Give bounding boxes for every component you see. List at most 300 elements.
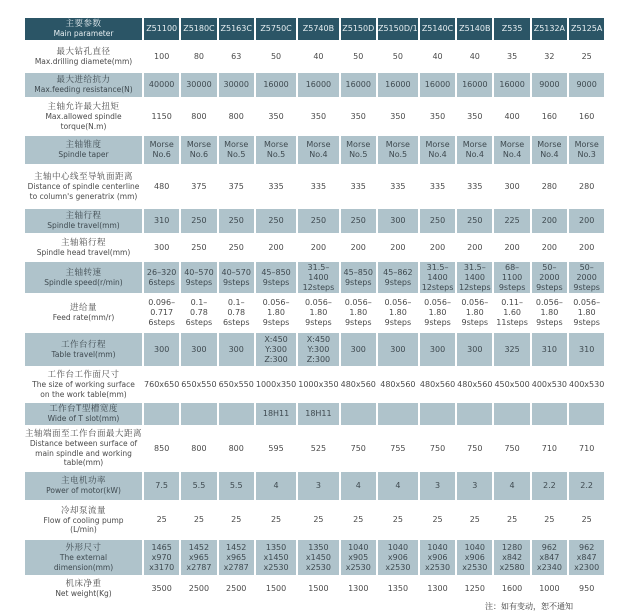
value-text: X:450 [306,334,331,344]
value-text: 25 [581,515,592,524]
model-header-cell: Z5140C [420,18,455,40]
value-text: x2530 [462,562,488,572]
value-cell [144,209,179,233]
table-row [25,136,604,164]
value-cell [298,294,338,332]
value-text: 325 [504,344,520,354]
value-text: 200 [541,242,558,252]
value-cell [181,472,216,500]
value-cell [569,333,604,366]
value-text: 300 [390,216,406,225]
value-cell [256,333,296,366]
value-text: 45–862 [383,267,413,277]
value-cell [420,294,455,332]
value-text: 1000 [539,584,560,593]
value-text: 650x550 [181,379,217,389]
value-text: 9000 [539,80,560,89]
row-label-cell [25,472,142,500]
value-cell [341,98,376,135]
value-cell [144,333,179,366]
value-text: 0.056– [535,298,563,307]
value-text: 31.5– [426,262,449,272]
value-text: 480x560 [340,379,376,389]
value-text: 300 [228,344,244,354]
table-row [25,165,604,208]
value-text: 9steps [185,277,213,287]
row-label-en: to column's generatrix (mm) [29,191,138,201]
value-text: No.5 [266,150,286,159]
value-text: x2530 [305,562,331,572]
value-text: Morse [149,140,174,149]
value-cell [219,136,254,164]
value-cell [420,209,455,233]
value-text: 1040 [348,542,369,552]
model-header-cell: Z5150D [341,18,376,40]
value-text: 6steps [148,318,175,327]
value-text: 50 [353,51,364,61]
value-cell [420,234,455,261]
row-label-cell [25,540,142,575]
value-text: 40–570 [221,267,251,277]
value-cell [378,294,418,332]
row-label-en: main spindle and working [35,448,132,458]
header-label-zh: 主要参数 [65,19,102,30]
value-cell [532,333,567,366]
value-text: x965 [226,552,247,562]
value-text: 300 [504,181,520,191]
value-text: x842 [502,552,523,562]
row-label-en: Table travel(mm) [51,349,116,359]
value-cell [256,209,296,233]
value-cell [256,136,296,164]
value-cell [181,262,216,293]
value-cell [298,136,338,164]
value-text: 0.78 [190,308,208,317]
value-text: 31.5– [463,262,486,272]
value-cell [494,472,529,500]
value-text: Morse [537,140,562,149]
value-cell [378,472,418,500]
value-text: x847 [539,552,560,562]
value-text: 1350 [265,542,287,552]
value-text: 950 [579,584,595,593]
row-label-cell [25,262,142,293]
value-cell [494,367,529,402]
value-cell [569,294,604,332]
value-cell [144,294,179,332]
value-cell [420,333,455,366]
row-label-zh: 进给量 [70,303,98,314]
value-text: 0.11– [501,298,523,307]
value-cell [219,294,254,332]
value-text: 750 [350,443,366,453]
value-text: No.4 [540,150,559,159]
value-cell [341,294,376,332]
value-text: 1.80 [388,308,407,317]
value-text: 280 [541,181,558,191]
value-text: Z:300 [264,354,288,364]
value-text: 9steps [536,318,563,327]
value-text: Y:300 [307,344,330,354]
value-text: 1452 [226,542,247,552]
row-label-zh: 主轴行程 [65,211,102,222]
value-text: 1400 [427,272,448,282]
value-text: Y:300 [265,344,287,354]
value-text: 25 [507,515,518,524]
value-text: 250 [350,216,366,225]
value-text: 16000 [462,80,488,89]
table-row [25,426,604,471]
value-text: 68– [505,262,520,272]
value-text: 25 [270,515,282,524]
value-text: x970 [151,552,172,562]
value-cell [256,426,296,471]
value-cell [144,403,179,425]
value-cell [457,501,492,539]
value-text: 40 [469,51,480,61]
row-label-en: Flow of cooling pump [43,515,124,525]
value-text: x2340 [536,562,562,572]
value-cell [494,403,529,425]
table-row [25,41,604,72]
value-text: 200 [390,242,406,252]
row-label-en: Max.feeding resistance(N) [34,85,133,95]
value-text: 50– [579,262,594,272]
value-text: 0.056– [344,298,372,307]
row-label-en: Max.drilling diamete(mm) [34,56,133,66]
value-text: 5.5 [192,481,206,490]
row-label-zh: 机床净重 [65,579,102,590]
value-text: 335 [350,181,366,191]
value-text: Morse [385,140,410,149]
value-text: 310 [154,216,170,225]
value-text: No.3 [577,150,596,159]
row-label-zh: 外形尺寸 [65,543,102,553]
value-cell [219,41,254,72]
value-text: 3 [434,481,441,490]
value-text: 9steps [305,318,332,327]
value-cell [378,333,418,366]
value-cell [181,576,216,602]
value-text: 650x550 [218,379,254,389]
value-text: 1350 [387,584,409,593]
row-label-zh: 工作台工作面尺寸 [47,370,120,380]
row-label-cell [25,98,142,135]
value-cell [181,367,216,402]
value-cell [569,209,604,233]
value-cell [532,262,567,293]
value-text: x2787 [186,562,212,572]
value-text: 300 [429,344,446,354]
header-label-en: Main parameter [53,29,114,39]
value-text: 6steps [222,318,250,327]
value-cell [378,576,418,602]
model-header-cell: Z5132A [532,18,567,40]
value-text: x2300 [574,562,600,572]
value-text: 1280 [501,542,523,552]
table-row [25,367,604,402]
value-cell [298,367,338,402]
value-cell [532,540,567,575]
value-text: 16000 [499,80,525,89]
value-text: 1100 [501,272,523,282]
row-label-cell [25,41,142,72]
value-cell [181,294,216,332]
value-text: 25 [353,515,364,524]
value-cell [457,576,492,602]
value-text: 1040 [464,542,485,552]
value-text: 335 [310,181,327,191]
value-text: 25 [231,515,242,524]
value-text: 18H11 [262,409,290,418]
value-text: 1.80 [540,308,559,317]
model-header-cell: Z5163C [219,18,254,40]
value-text: 16000 [385,80,411,89]
value-text: 0.717 [150,308,174,317]
value-cell [420,136,455,164]
value-text: Z:300 [306,354,331,364]
value-text: 16000 [263,80,289,89]
value-text: 200 [504,242,520,252]
value-text: 300 [390,344,406,354]
value-text: 525 [310,443,327,453]
value-text: 25 [392,515,403,524]
value-text: 31.5– [307,262,330,272]
value-cell [532,367,567,402]
value-text: 750 [429,443,446,453]
value-text: 0.096– [148,298,176,307]
value-cell [378,209,418,233]
table-row [25,403,604,425]
value-cell [341,165,376,208]
value-text: 1500 [308,584,329,593]
value-text: 200 [310,242,327,252]
value-text: 50 [392,51,403,61]
value-text: 300 [350,344,366,354]
value-cell [341,576,376,602]
value-text: 1.80 [428,308,447,317]
value-text: Morse [462,140,487,149]
value-text: 12steps [421,282,454,292]
row-label-en: Max.allowed spindle [45,112,122,121]
value-cell [298,403,338,425]
value-text: 6steps [185,318,213,327]
value-text: 9steps [536,282,563,292]
value-cell [378,262,418,293]
value-text: 800 [191,111,207,121]
value-cell [378,98,418,135]
model-header-cell: Z5740B [298,18,338,40]
value-text: 30000 [223,80,249,89]
value-text: No.5 [227,150,246,159]
value-text: No.6 [189,150,209,159]
value-cell [569,472,604,500]
value-text: 200 [350,242,366,252]
value-cell [298,73,338,97]
value-cell [569,426,604,471]
value-cell [569,576,604,602]
value-text: 25 [432,515,443,524]
row-label-cell [25,426,142,471]
value-cell [144,136,179,164]
value-cell [256,73,296,97]
value-cell [420,576,455,602]
value-text: 250 [429,216,446,225]
value-text: x905 [348,552,369,562]
value-cell [532,165,567,208]
value-text: 335 [390,181,406,191]
value-cell [256,262,296,293]
table-row [25,234,604,261]
value-cell [181,501,216,539]
row-label-en: Spindle head travel(mm) [36,247,131,257]
value-cell [457,73,492,97]
value-text: 45–850 [343,267,373,277]
value-cell [341,333,376,366]
value-cell [569,403,604,425]
value-text: 1040 [427,542,448,552]
value-cell [298,333,338,366]
value-text: 200 [579,216,595,225]
value-cell [494,540,529,575]
value-cell [341,234,376,261]
value-text: 0.78 [227,308,246,317]
table-row [25,540,604,575]
model-header-cell: Z5140B [457,18,492,40]
row-label-zh: 主轴中心线至导轨面距离 [34,172,134,182]
value-cell [181,333,216,366]
value-text: x1450 [263,552,289,562]
value-text: 9steps [498,282,526,292]
value-text: No.4 [465,150,484,159]
value-cell [144,41,179,72]
footnote: 注：如有变动，恕不通知 [485,602,573,611]
value-cell [378,403,418,425]
value-cell [420,98,455,135]
model-header-cell: Z51100 [144,18,179,40]
value-cell [494,41,529,72]
row-label-zh: 主轴允许最大扭矩 [47,102,120,112]
value-cell [532,472,567,500]
value-text: 40 [313,51,324,61]
value-cell [144,367,179,402]
value-text: 12steps [302,282,335,292]
value-cell [532,294,567,332]
value-text: 9steps [424,318,451,327]
value-text: x2787 [223,562,249,572]
value-cell [378,234,418,261]
value-cell [181,41,216,72]
value-cell [256,540,296,575]
value-cell [256,165,296,208]
value-cell [181,136,216,164]
value-text: 1300 [427,584,448,593]
value-text: 0.056– [304,298,332,307]
value-cell [494,501,529,539]
value-text: 0.056– [384,298,412,307]
row-label-cell [25,73,142,97]
header-row [25,18,604,40]
value-text: 0.056– [424,298,451,307]
value-cell [569,234,604,261]
value-cell [420,367,455,402]
value-text: 480 [154,181,170,191]
value-cell [532,576,567,602]
value-cell [298,501,338,539]
table-row [25,73,604,97]
value-text: 40 [432,51,443,61]
value-text: 710 [579,443,595,453]
value-text: 3500 [151,584,172,593]
value-text: 1350 [308,542,329,552]
value-text: 1.80 [349,308,368,317]
value-text: 1.80 [577,308,596,317]
value-text: 1250 [464,584,485,593]
value-cell [420,262,455,293]
value-text: 9steps [344,277,372,287]
value-cell [420,73,455,97]
value-cell [457,426,492,471]
value-text: 12steps [458,282,491,292]
value-text: 250 [467,216,483,225]
row-label-en: Spindle speed(r/min) [44,277,123,287]
value-text: 40000 [148,80,175,89]
row-label-cell [25,333,142,366]
value-text: 200 [268,242,284,252]
value-text: 4 [273,481,279,490]
model-header-cell: Z5180C [181,18,216,40]
value-cell [144,426,179,471]
value-text: 0.056– [573,298,601,307]
value-cell [494,333,529,366]
value-cell [569,540,604,575]
value-cell [219,403,254,425]
value-text: 50 [270,51,282,61]
row-label-en: Distance of spindle centerline [27,182,140,191]
value-text: 2.2 [543,481,556,490]
value-text: 9steps [384,318,412,327]
value-cell [494,426,529,471]
value-cell [457,472,492,500]
value-cell [569,136,604,164]
value-cell [569,41,604,72]
row-label-zh: 主轴转速 [65,267,102,278]
table-row [25,209,604,233]
table-row [25,98,604,135]
value-text: x2530 [385,562,411,572]
value-cell [494,165,529,208]
value-text: 350 [467,111,483,121]
value-cell [494,294,529,332]
value-cell [341,136,376,164]
value-text: 45–850 [261,267,291,277]
value-text: 962 [541,542,558,552]
value-text: x906 [427,552,448,562]
value-text: Morse [346,140,371,149]
value-text: 6steps [148,277,175,287]
value-text: 35 [507,51,518,61]
row-label-en: The external [59,553,108,562]
value-text: No.4 [502,150,522,159]
value-cell [181,165,216,208]
value-cell [569,165,604,208]
value-text: 1400 [308,272,329,282]
value-text: 9steps [262,277,290,287]
value-text: 4 [395,481,401,490]
row-label-en: Power of motor(kW) [46,486,121,496]
value-cell [532,73,567,97]
value-cell [219,426,254,471]
